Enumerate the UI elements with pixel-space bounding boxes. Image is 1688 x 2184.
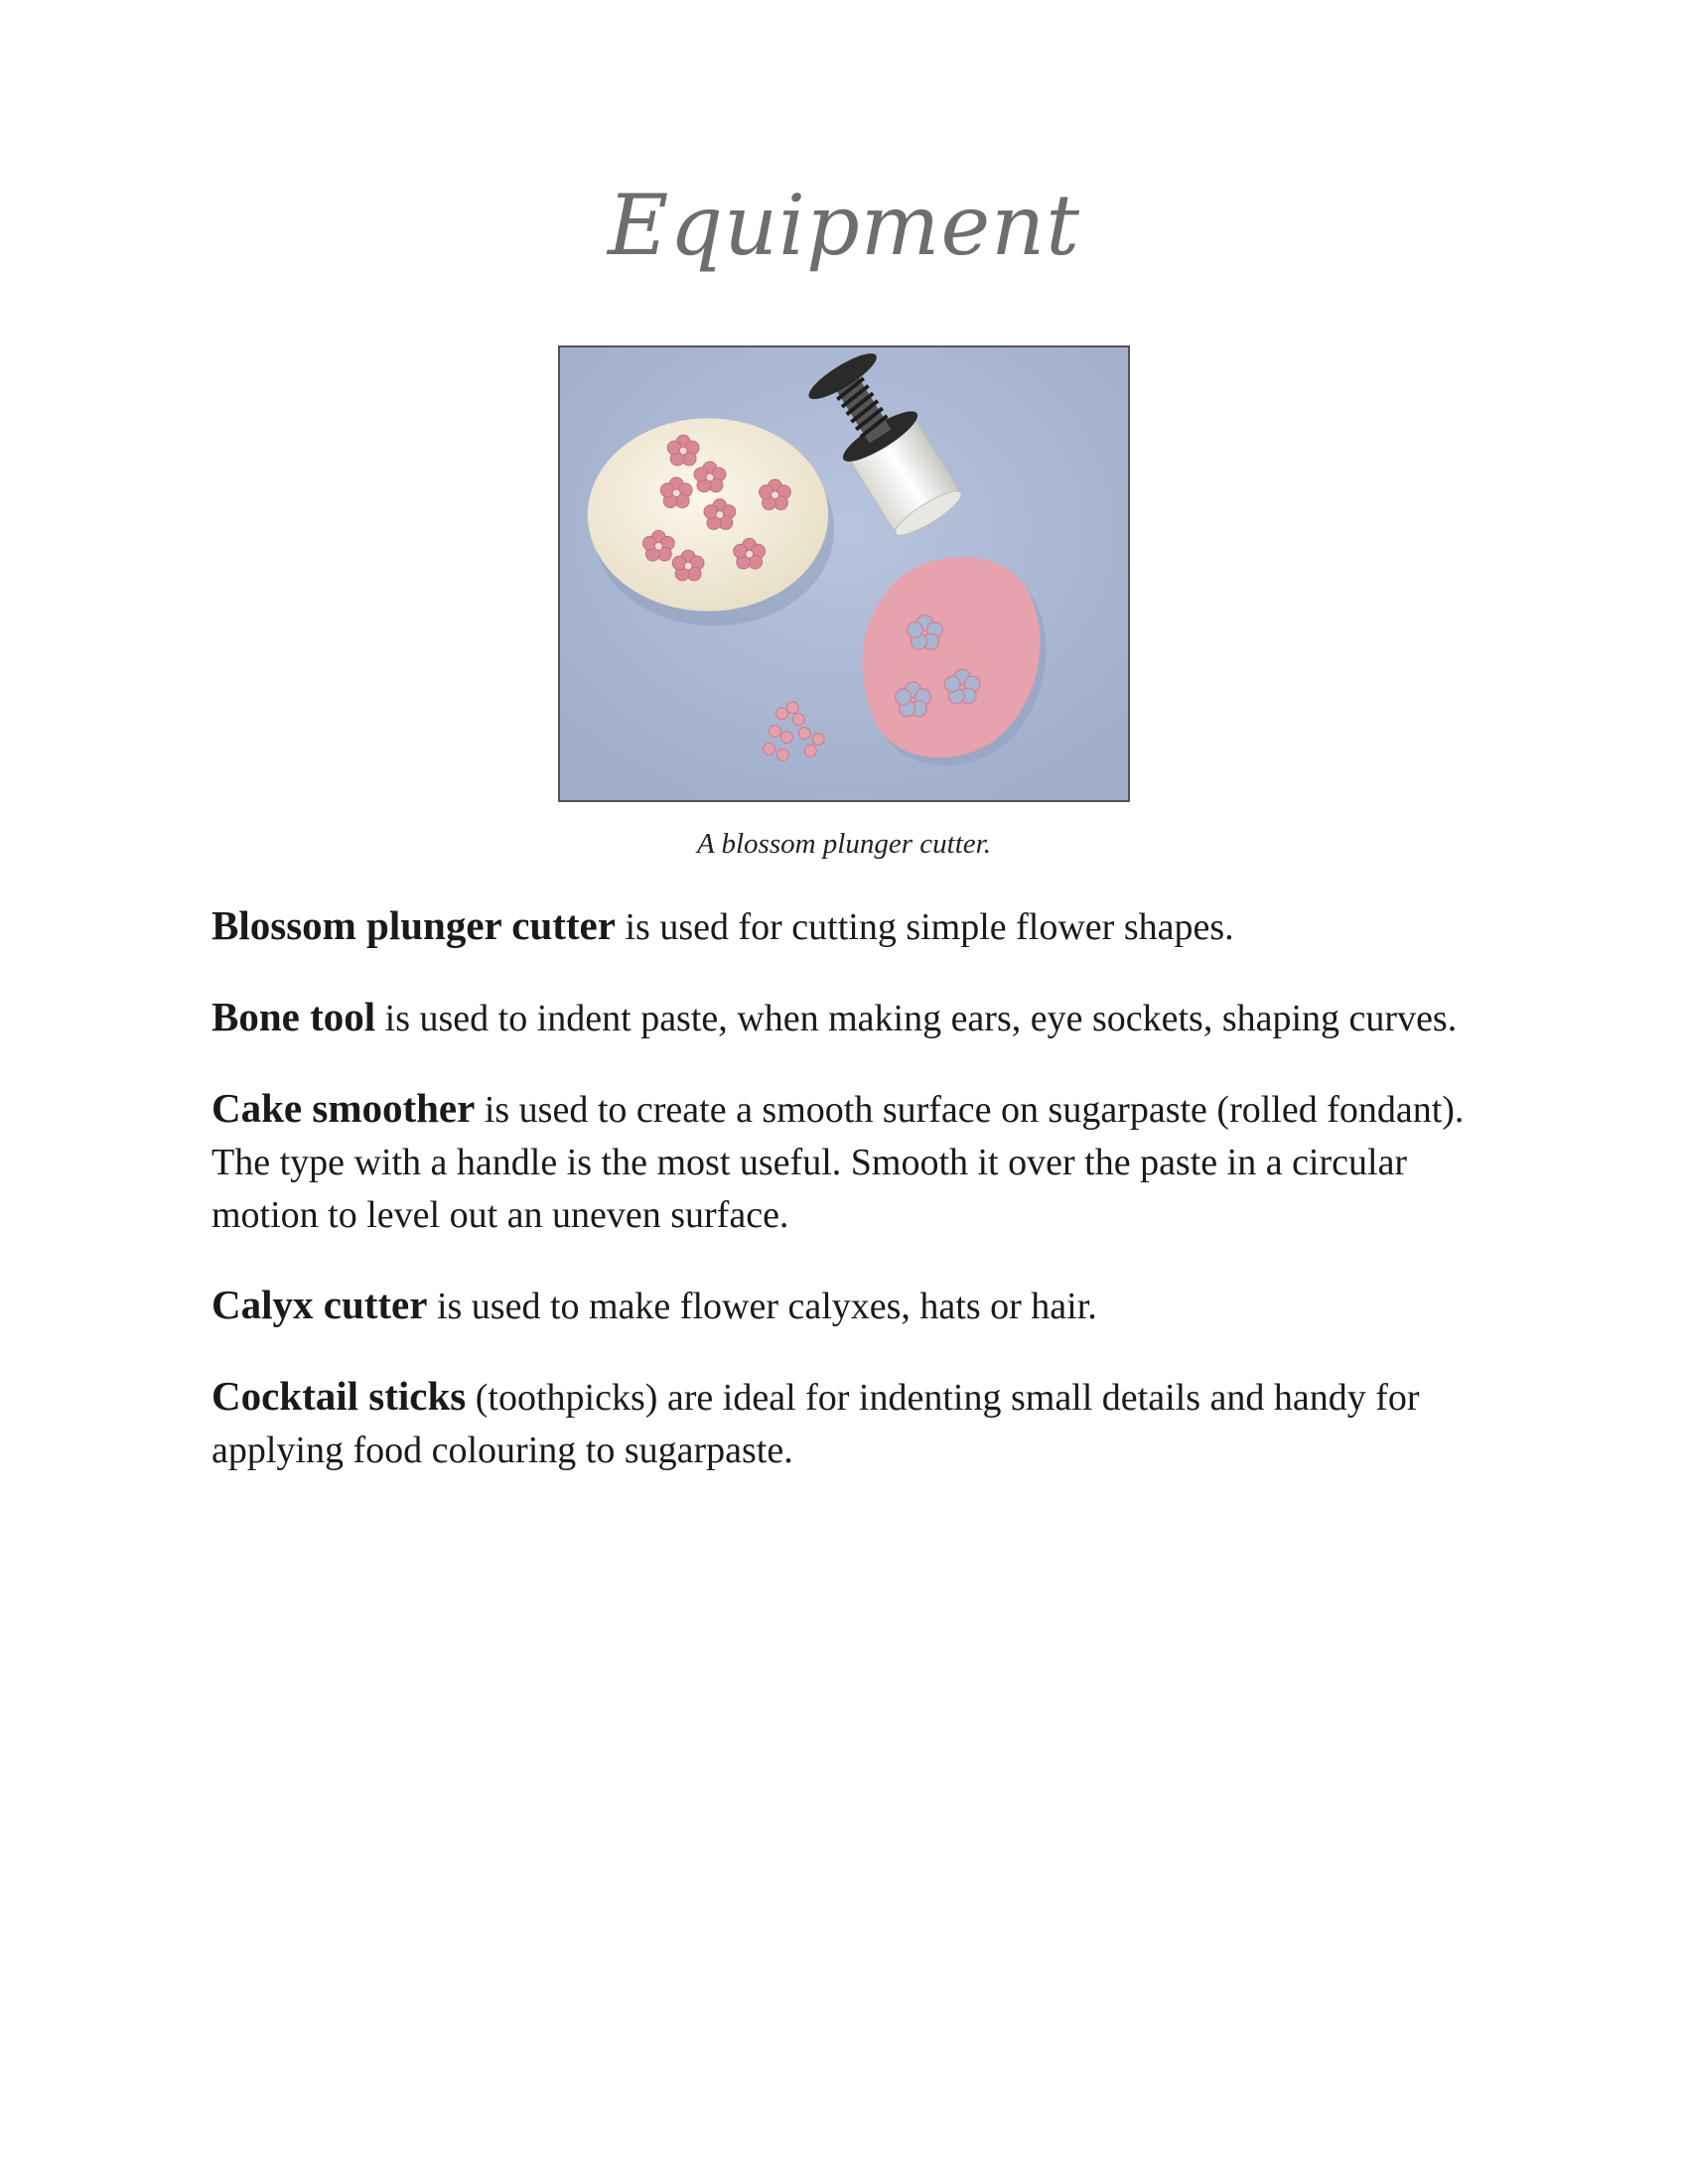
term: Blossom plunger cutter xyxy=(211,902,616,948)
term: Cake smoother xyxy=(211,1085,476,1131)
entry-cocktail-sticks xyxy=(211,1370,1502,1477)
page-title: Equipment xyxy=(607,177,1081,274)
description: is used to indent paste, when making ears, eye sockets, shaping curves. xyxy=(375,998,1458,1039)
description: is used to make flower calyxes, hats or hair. xyxy=(427,1286,1097,1327)
equipment-list xyxy=(211,899,1502,1514)
entry-calyx-cutter xyxy=(211,1279,1502,1333)
photo-blossom-plunger-cutter xyxy=(558,345,1130,802)
term: Cocktail sticks xyxy=(211,1373,467,1419)
term: Bone tool xyxy=(211,994,376,1039)
description: is used for cutting simple flower shapes. xyxy=(615,906,1234,948)
entry-cake-smoother xyxy=(211,1082,1502,1242)
entry-blossom-plunger-cutter xyxy=(211,899,1502,954)
description: is used to create a smooth surface on sugarpaste (rolled fondant). The type with a handle is the most useful. Smooth it over the paste in a circular motion to level out an uneven surface. xyxy=(211,1089,1465,1236)
description: (toothpicks) are ideal for indenting small details and handy for applying food colouring to sugarpaste. xyxy=(211,1377,1420,1471)
figure-caption: A blossom plunger cutter. xyxy=(697,828,991,860)
entry-bone-tool xyxy=(211,991,1502,1045)
term: Calyx cutter xyxy=(211,1282,428,1327)
